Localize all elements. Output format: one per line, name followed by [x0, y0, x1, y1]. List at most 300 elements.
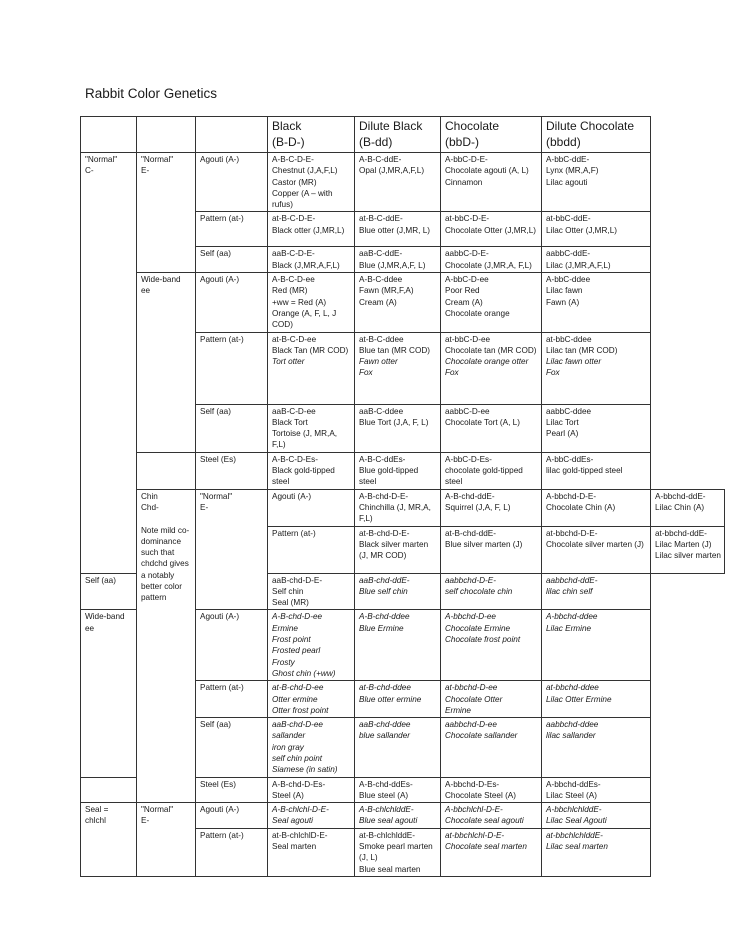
genotype-cell — [268, 452, 355, 489]
genotype-cell — [355, 610, 441, 681]
cell-line: Frost point — [272, 635, 311, 645]
chinchilla-group-cell — [81, 803, 137, 877]
cell-line: Self (aa) — [200, 406, 231, 416]
genotype-cell — [441, 489, 542, 526]
cell-line: at-B-chlchlddE- — [359, 830, 415, 840]
cell-line — [141, 119, 191, 135]
cell-line: Smoke pearl marten (J, L) — [359, 842, 433, 863]
chinchilla-group-cell — [81, 153, 137, 574]
chinchilla-group-cell — [137, 489, 196, 803]
cell-line: at-bbchd-D-ee — [445, 683, 498, 693]
cell-line: A-B-chlchl-D-E- — [272, 805, 329, 815]
table-row — [81, 803, 725, 829]
genotype-cell — [441, 404, 542, 452]
cell-line: aabbC-D-E- — [445, 249, 489, 259]
header-cell — [441, 117, 542, 153]
cell-line: aabbC-ddE- — [546, 249, 591, 259]
cell-line: at-B-C-D-ee — [272, 334, 317, 344]
genotype-cell — [268, 828, 355, 876]
cell-line: self chin point — [272, 753, 323, 763]
cell-line: Lilac agouti — [546, 177, 588, 187]
cell-line: lilac chin self — [546, 586, 593, 596]
page-title: Rabbit Color Genetics — [85, 86, 218, 101]
genotype-cell — [355, 273, 441, 332]
cell-line: Lilac Otter Ermine — [546, 694, 612, 704]
cell-line: Chocolate (J,MR,A, F,L) — [445, 260, 532, 270]
genotype-cell — [441, 153, 542, 212]
cell-line: aaB-chd-ddE- — [359, 575, 410, 585]
cell-line: Otter frost point — [272, 705, 329, 715]
genotype-cell — [268, 803, 355, 829]
extension-group-cell — [81, 777, 137, 803]
cell-line: Poor Red — [445, 286, 480, 296]
cell-line: (bbD-) — [445, 134, 480, 149]
cell-line: A-bbC-ddee — [546, 275, 591, 285]
cell-line: chocolate gold-tipped steel — [445, 466, 523, 487]
genotype-cell — [441, 212, 542, 247]
cell-line: A-bbC-ddEs- — [546, 454, 594, 464]
cell-line: Fawn otter — [359, 357, 398, 367]
cell-line: Lynx (MR,A,F) — [546, 166, 599, 176]
cell-line: Black Tort — [272, 417, 308, 427]
cell-line: Wide-band — [85, 612, 125, 622]
cell-line: Lilac tan (MR COD) — [546, 345, 618, 355]
genotype-cell — [651, 489, 725, 526]
cell-line: Ermine — [272, 623, 298, 633]
cell-line: Chocolate sallander — [445, 731, 518, 741]
cell-line: self chocolate chin — [445, 586, 513, 596]
cell-line: Ermine — [445, 705, 471, 715]
cell-line: Blue Tort (J,A, F, L) — [359, 417, 429, 427]
cell-line: Chocolate Otter — [445, 694, 503, 704]
cell-line: Chocolate seal agouti — [445, 816, 524, 826]
cell-line: Dilute Black — [359, 119, 423, 133]
cell-line: Agouti (A-) — [200, 612, 240, 622]
cell-line: aaB-chd-D-ee — [272, 720, 323, 730]
cell-line: at-bbchd-ddE- — [655, 528, 707, 538]
cell-line: at-bbchd-D-E- — [546, 528, 598, 538]
genotype-cell — [542, 489, 651, 526]
cell-line — [141, 513, 192, 524]
cell-line: aabbC-D-ee — [445, 406, 490, 416]
genotype-cell — [355, 452, 441, 489]
pattern-cell — [81, 573, 137, 610]
cell-line: Chocolate agouti (A, L) — [445, 166, 529, 176]
cell-line: Lilac Ermine — [546, 623, 592, 633]
cell-line: Agouti (A-) — [200, 805, 240, 815]
cell-line: Squirrel (J,A, F, L) — [445, 502, 511, 512]
cell-line: aabbchd-ddE- — [546, 575, 598, 585]
cell-line: Chocolate frost point — [445, 635, 521, 645]
cell-line: Black otter (J,MR,L) — [272, 225, 345, 235]
cell-line: Cream (A) — [445, 297, 483, 307]
genotype-cell — [441, 718, 542, 777]
genotype-cell — [355, 573, 441, 610]
cell-line: A-B-chd-D-Es- — [272, 779, 326, 789]
cell-line: Lilac fawn otter — [546, 357, 602, 367]
genotype-cell — [268, 404, 355, 452]
genotype-cell — [355, 212, 441, 247]
extension-group-cell — [137, 153, 196, 273]
genotype-cell — [441, 526, 542, 573]
cell-line: Lilac silver marten — [655, 551, 721, 561]
cell-line: Blue otter ermine — [359, 694, 422, 704]
genotype-cell — [355, 828, 441, 876]
cell-line: A-bbchlchl-D-E- — [445, 805, 503, 815]
cell-line: at-bbchlchl-D-E- — [445, 830, 505, 840]
genotype-cell — [355, 526, 441, 573]
cell-line: E- — [141, 166, 150, 176]
cell-line: Fox — [359, 368, 373, 378]
cell-line: Lilac seal marten — [546, 842, 608, 852]
cell-line: at-bbC-D-E- — [445, 214, 490, 224]
cell-line: Lilac fawn — [546, 286, 583, 296]
cell-line: A-B-chd-ddee — [359, 612, 410, 622]
cell-line: +ww = Red (A) — [272, 297, 327, 307]
pattern-cell — [196, 610, 268, 681]
genotype-cell — [542, 610, 651, 681]
cell-line: Blue Ermine — [359, 623, 404, 633]
cell-line: Lilac Seal Agouti — [546, 816, 607, 826]
cell-line: A-bbchd-D-Es- — [445, 779, 500, 789]
cell-line: Pattern (at-) — [200, 683, 244, 693]
cell-line: Seal = — [85, 805, 109, 815]
cell-line: Chin — [141, 491, 158, 501]
cell-line: Chocolate tan (MR COD) — [445, 345, 537, 355]
cell-line: chlchl — [85, 816, 106, 826]
cell-line: Black silver marten (J, MR COD) — [359, 539, 429, 561]
cell-line: A-B-chlchlddE- — [359, 805, 414, 815]
genotype-cell — [542, 718, 651, 777]
cell-line: Ghost chin (+ww) — [272, 668, 336, 678]
pattern-cell — [196, 247, 268, 273]
header-cell — [542, 117, 651, 153]
cell-line: Chinchilla (J, MR,A, F,L) — [359, 502, 431, 524]
cell-line: aabbC-ddee — [546, 406, 592, 416]
header-cell — [196, 117, 268, 153]
cell-line: Otter ermine — [272, 694, 318, 704]
cell-line: Frosty — [272, 657, 295, 667]
genotype-cell — [268, 273, 355, 332]
header-cell — [137, 117, 196, 153]
extension-group-cell — [81, 610, 137, 777]
header-cell — [81, 117, 137, 153]
genotype-cell — [651, 526, 725, 573]
cell-line: Lilac Steel (A) — [546, 790, 597, 800]
cell-line: Chocolate seal marten — [445, 842, 527, 852]
genotype-cell — [441, 828, 542, 876]
cell-line: E- — [141, 816, 150, 826]
cell-line: Blue steel (A) — [359, 790, 409, 800]
cell-line: Blue silver marten (J) — [445, 539, 523, 549]
cell-line: A-bbC-D-E- — [445, 155, 488, 164]
cell-line: Pattern (at-) — [272, 528, 316, 538]
genotype-cell — [542, 828, 651, 876]
genotype-cell — [542, 452, 651, 489]
cell-line: Blue (J,MR,A,F, L) — [359, 260, 426, 270]
cell-line: Chocolate Ermine — [445, 623, 511, 633]
cell-line: Steel (A) — [272, 790, 304, 800]
cell-line: Chocolate Chin (A) — [546, 502, 616, 512]
cell-line: Pattern (at-) — [200, 214, 244, 224]
cell-line: (B-D-) — [272, 134, 305, 149]
cell-line: Wide-band — [141, 275, 181, 285]
cell-line: at-bbchd-ddee — [546, 683, 599, 693]
genotype-cell — [542, 212, 651, 247]
cell-line: aabbchd-ddee — [546, 720, 599, 730]
cell-line: Chocolate Tort (A, L) — [445, 417, 520, 427]
cell-line: Cream (A) — [359, 297, 397, 307]
cell-line: Blue otter (J,MR, L) — [359, 225, 430, 235]
genotype-cell — [268, 332, 355, 404]
genotype-cell — [441, 803, 542, 829]
genotype-cell — [441, 273, 542, 332]
cell-line: Lilac Tort — [546, 417, 579, 427]
cell-line: Tortoise (J, MR,A, F,L) — [272, 429, 338, 450]
cell-line: aaB-C-ddE- — [359, 249, 403, 259]
cell-line: Agouti (A-) — [272, 491, 312, 501]
cell-line: aabbchd-D-E- — [445, 575, 496, 585]
cell-line: Self (aa) — [85, 575, 116, 585]
cell-line: at-bbC-D-ee — [445, 334, 491, 344]
cell-line: A-bbC-ddE- — [546, 155, 590, 164]
cell-line: aaB-C-D-ee — [272, 406, 316, 416]
genotype-cell — [542, 273, 651, 332]
cell-line: A-B-C-D-E- — [272, 155, 314, 164]
cell-line: Blue seal marten — [359, 864, 421, 874]
cell-line: Frosted pearl — [272, 646, 321, 656]
cell-line: A-B-chd-D-ee — [272, 612, 323, 622]
cell-line: Self (aa) — [200, 720, 231, 730]
genotype-cell — [441, 610, 542, 681]
cell-line: at-B-chd-D-ee — [272, 683, 324, 693]
cell-line: at-bbC-ddE- — [546, 214, 591, 224]
cell-line: Fawn (MR,F,A) — [359, 286, 414, 296]
cell-line: Self chin — [272, 586, 304, 596]
genotype-cell — [355, 404, 441, 452]
table-row — [81, 273, 725, 332]
cell-line: "Normal" — [85, 155, 118, 164]
cell-line: Black (J,MR,A,F,L) — [272, 260, 340, 270]
cell-line: Opal (J,MR,A,F,L) — [359, 166, 425, 176]
cell-line: Self (aa) — [200, 249, 231, 259]
table-row — [81, 153, 725, 212]
genotype-cell — [542, 681, 651, 718]
genotype-cell — [268, 212, 355, 247]
cell-line: Lilac Otter (J,MR,L) — [546, 225, 617, 235]
cell-line: Chocolate Steel (A) — [445, 790, 516, 800]
cell-line: Chocolate — [445, 119, 500, 133]
cell-line: Steel (Es) — [200, 779, 236, 789]
cell-line: Chocolate Otter (J,MR,L) — [445, 225, 536, 235]
cell-line: A-B-C-D-Es- — [272, 454, 318, 464]
pattern-cell — [196, 332, 268, 404]
cell-line: A-B-chd-ddEs- — [359, 779, 413, 789]
pattern-cell — [196, 681, 268, 718]
genotype-cell — [542, 332, 651, 404]
cell-line: at-B-chlchlD-E- — [272, 830, 328, 840]
cell-line: A-bbchd-D-E- — [546, 491, 597, 501]
cell-line: Fawn (A) — [546, 297, 580, 307]
cell-line: Note mild co-dominance such that chdchd gives a notably better color pattern — [141, 525, 190, 603]
genotype-cell — [441, 452, 542, 489]
cell-line: "Normal" — [200, 491, 233, 501]
cell-line: Lilac Marten (J) — [655, 539, 712, 549]
genotype-cell — [542, 803, 651, 829]
cell-line: Copper (A – with rufus) — [272, 188, 333, 210]
cell-line: A-B-chd-ddE- — [445, 491, 495, 501]
cell-line: aaB-C-D-E- — [272, 249, 315, 259]
cell-line: Cinnamon — [445, 177, 483, 187]
pattern-cell — [196, 273, 268, 332]
pattern-cell — [196, 803, 268, 829]
table-row — [81, 489, 725, 526]
pattern-cell — [196, 153, 268, 212]
genotype-cell — [441, 777, 542, 803]
cell-line: at-B-C-ddE- — [359, 214, 403, 224]
cell-line — [141, 454, 192, 465]
cell-line: A-bbchd-ddE- — [655, 491, 706, 501]
cell-line: Orange (A, F, L, J COD) — [272, 308, 337, 330]
header-cell — [355, 117, 441, 153]
genetics-table — [80, 116, 725, 877]
cell-line: Red (MR) — [272, 286, 308, 296]
genotype-cell — [268, 610, 355, 681]
cell-line: at-bbchlchlddE- — [546, 830, 603, 840]
extension-group-cell — [196, 489, 268, 610]
cell-line: Chd- — [141, 502, 159, 512]
cell-line: Fox — [445, 368, 459, 378]
cell-line: at-B-C-ddee — [359, 334, 404, 344]
cell-line: iron gray — [272, 742, 304, 752]
cell-line: aaB-chd-ddee — [359, 720, 411, 730]
cell-line: Agouti (A-) — [200, 155, 240, 164]
cell-line: "Normal" — [141, 805, 174, 815]
pattern-cell — [196, 828, 268, 876]
cell-line: Pattern (at-) — [200, 830, 244, 840]
cell-line: E- — [200, 502, 209, 512]
cell-line: blue sallander — [359, 731, 410, 741]
genotype-cell — [268, 681, 355, 718]
genotype-cell — [355, 718, 441, 777]
genotype-cell — [542, 247, 651, 273]
cell-line: at-bbC-ddee — [546, 334, 592, 344]
cell-line: at-B-chd-ddE- — [445, 528, 496, 538]
cell-line: aaB-chd-D-E- — [272, 575, 323, 585]
cell-line: Chocolate orange — [445, 308, 510, 318]
genotype-cell — [268, 573, 355, 610]
genotype-cell — [355, 153, 441, 212]
cell-line: A-B-C-ddE- — [359, 155, 402, 164]
cell-line: aaB-C-ddee — [359, 406, 404, 416]
cell-line: C- — [85, 166, 94, 176]
cell-line: Pattern (at-) — [200, 334, 244, 344]
cell-line: at-B-C-D-E- — [272, 214, 316, 224]
cell-line: Siamese (in satin) — [272, 765, 338, 775]
cell-line: lilac sallander — [546, 731, 596, 741]
table-row — [81, 452, 725, 489]
cell-line: A-bbchlchlddE- — [546, 805, 602, 815]
cell-line: Black — [272, 119, 302, 133]
cell-line: A-B-C-ddee — [359, 275, 403, 285]
cell-line: A-B-chd-D-E- — [359, 491, 409, 501]
cell-line: A-bbchd-ddee — [546, 612, 598, 622]
extension-group-cell — [137, 803, 196, 877]
extension-group-cell — [137, 273, 196, 453]
pattern-cell — [196, 212, 268, 247]
cell-line — [200, 119, 263, 135]
genotype-cell — [542, 153, 651, 212]
cell-line: A-B-C-ddEs- — [359, 454, 406, 464]
header-row — [81, 117, 725, 153]
cell-line: sallander — [272, 731, 306, 741]
genotype-cell — [268, 153, 355, 212]
genotype-cell — [355, 247, 441, 273]
cell-line: at-B-chd-ddee — [359, 683, 411, 693]
genotype-cell — [355, 803, 441, 829]
cell-line: Blue seal agouti — [359, 816, 418, 826]
cell-line: Blue self chin — [359, 586, 408, 596]
cell-line: (bbdd) — [546, 134, 581, 149]
cell-line: Castor (MR) — [272, 177, 317, 187]
cell-line: Black gold-tipped steel — [272, 466, 335, 487]
cell-line: Chocolate orange otter — [445, 357, 529, 367]
cell-line: A-bbchd-ddEs- — [546, 779, 601, 789]
cell-line: Fox — [546, 368, 560, 378]
cell-line: ee — [141, 286, 151, 296]
cell-line: A-B-C-D-ee — [272, 275, 315, 285]
extension-group-cell — [137, 452, 196, 489]
cell-line: Pearl (A) — [546, 429, 579, 439]
genotype-cell — [355, 489, 441, 526]
cell-line: Dilute Chocolate — [546, 119, 635, 133]
cell-line: A-bbC-D-Es- — [445, 454, 492, 464]
cell-line: Chocolate silver marten (J) — [546, 539, 644, 549]
genotype-cell — [441, 332, 542, 404]
cell-line: at-B-chd-D-E- — [359, 528, 410, 538]
genotype-cell — [441, 573, 542, 610]
genotype-cell — [355, 332, 441, 404]
cell-line — [85, 779, 133, 790]
genotype-cell — [441, 681, 542, 718]
pattern-cell — [196, 718, 268, 777]
genotype-cell — [542, 573, 651, 610]
genotype-cell — [542, 777, 651, 803]
cell-line: (B-dd) — [359, 134, 393, 149]
genotype-cell — [268, 777, 355, 803]
pattern-cell — [196, 404, 268, 452]
cell-line: Blue gold-tipped steel — [359, 466, 419, 487]
cell-line: "Normal" — [141, 155, 174, 164]
header-cell — [268, 117, 355, 153]
pattern-cell — [196, 452, 268, 489]
genotype-cell — [355, 681, 441, 718]
genotype-cell — [268, 247, 355, 273]
cell-line: Seal agouti — [272, 816, 313, 826]
cell-line: Seal (MR) — [272, 598, 309, 608]
cell-line: aabbchd-D-ee — [445, 720, 497, 730]
cell-line — [85, 119, 132, 135]
cell-line: Agouti (A-) — [200, 275, 240, 285]
genotype-cell — [542, 526, 651, 573]
pattern-cell — [268, 526, 355, 573]
genotype-cell — [268, 718, 355, 777]
cell-line: Blue tan (MR COD) — [359, 345, 430, 355]
cell-line: Seal marten — [272, 842, 317, 852]
cell-line: Lilac (J,MR,A,F,L) — [546, 260, 611, 270]
cell-line: Chestnut (J,A,F,L) — [272, 166, 338, 176]
cell-line: Tort otter — [272, 357, 305, 367]
